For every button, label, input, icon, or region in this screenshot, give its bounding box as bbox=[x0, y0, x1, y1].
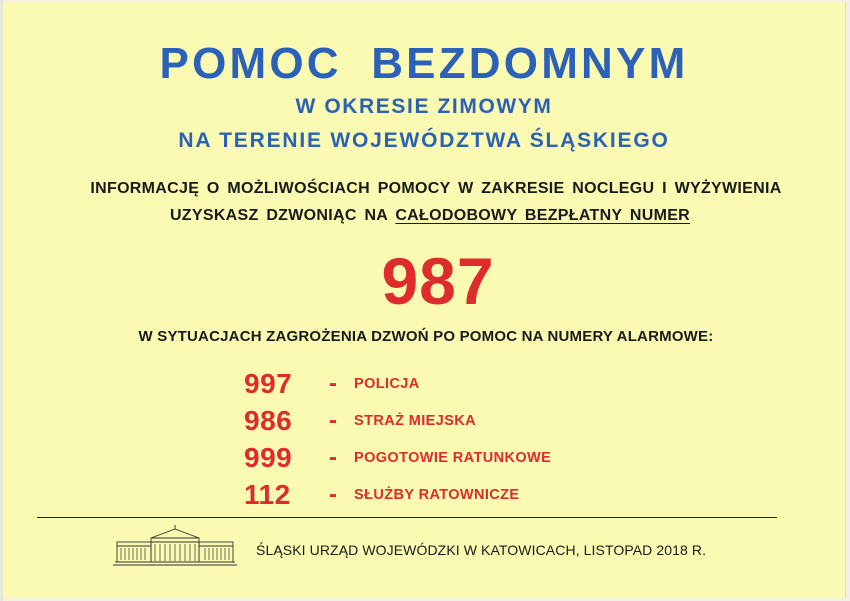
emergency-service-name: STRAŻ MIEJSKA bbox=[354, 412, 477, 429]
hotline-number: 987 bbox=[381, 244, 495, 318]
separator-dash: - bbox=[329, 406, 337, 434]
emergency-service-name: POLICJA bbox=[354, 375, 420, 392]
issuer-footer: ŚLĄSKI URZĄD WOJEWÓDZKI W KATOWICACH, LISTOPAD 2018 R. bbox=[256, 542, 707, 558]
poster-subtitle-season: W OKRESIE ZIMOWYM bbox=[295, 95, 553, 118]
emergency-number: 112 bbox=[244, 478, 291, 510]
alarm-heading: W SYTUACJACH ZAGROŻENIA DZWOŃ PO POMOC NA NUMERY ALARMOWE: bbox=[138, 328, 714, 345]
emergency-service-name: POGOTOWIE RATUNKOWE bbox=[354, 449, 552, 466]
emergency-service-name: SŁUŻBY RATOWNICZE bbox=[354, 486, 520, 503]
info-line-1: INFORMACJĘ O MOŻLIWOŚCIACH POMOCY W ZAKRESIE NOCLEGU I WYŻYWIENIA bbox=[90, 180, 782, 197]
poster-subtitle-region: NA TERENIE WOJEWÓDZTWA ŚLĄSKIEGO bbox=[178, 129, 670, 152]
info-line-2-free-number: CAŁODOBOWY BEZPŁATNY NUMER bbox=[395, 207, 691, 224]
emergency-row-ambulance bbox=[244, 439, 551, 476]
emergency-number: 997 bbox=[244, 367, 293, 399]
separator-dash: - bbox=[329, 480, 337, 508]
separator-dash: - bbox=[329, 443, 337, 471]
emergency-row-police bbox=[244, 365, 551, 402]
emergency-number: 999 bbox=[244, 441, 293, 473]
info-line-2-prefix: UZYSKASZ DZWONIĄC NA bbox=[169, 207, 396, 224]
emergency-number: 986 bbox=[244, 404, 293, 436]
emergency-row-city-guard bbox=[244, 402, 551, 439]
info-line-2 bbox=[3, 206, 850, 226]
emergency-numbers-list bbox=[244, 365, 551, 513]
poster-title: POMOC BEZDOMNYM bbox=[159, 39, 689, 88]
emergency-row-rescue-services bbox=[244, 476, 551, 513]
government-building-icon bbox=[111, 524, 239, 573]
footer-divider bbox=[37, 517, 777, 518]
poster-sheet bbox=[3, 2, 846, 598]
separator-dash: - bbox=[329, 369, 337, 397]
